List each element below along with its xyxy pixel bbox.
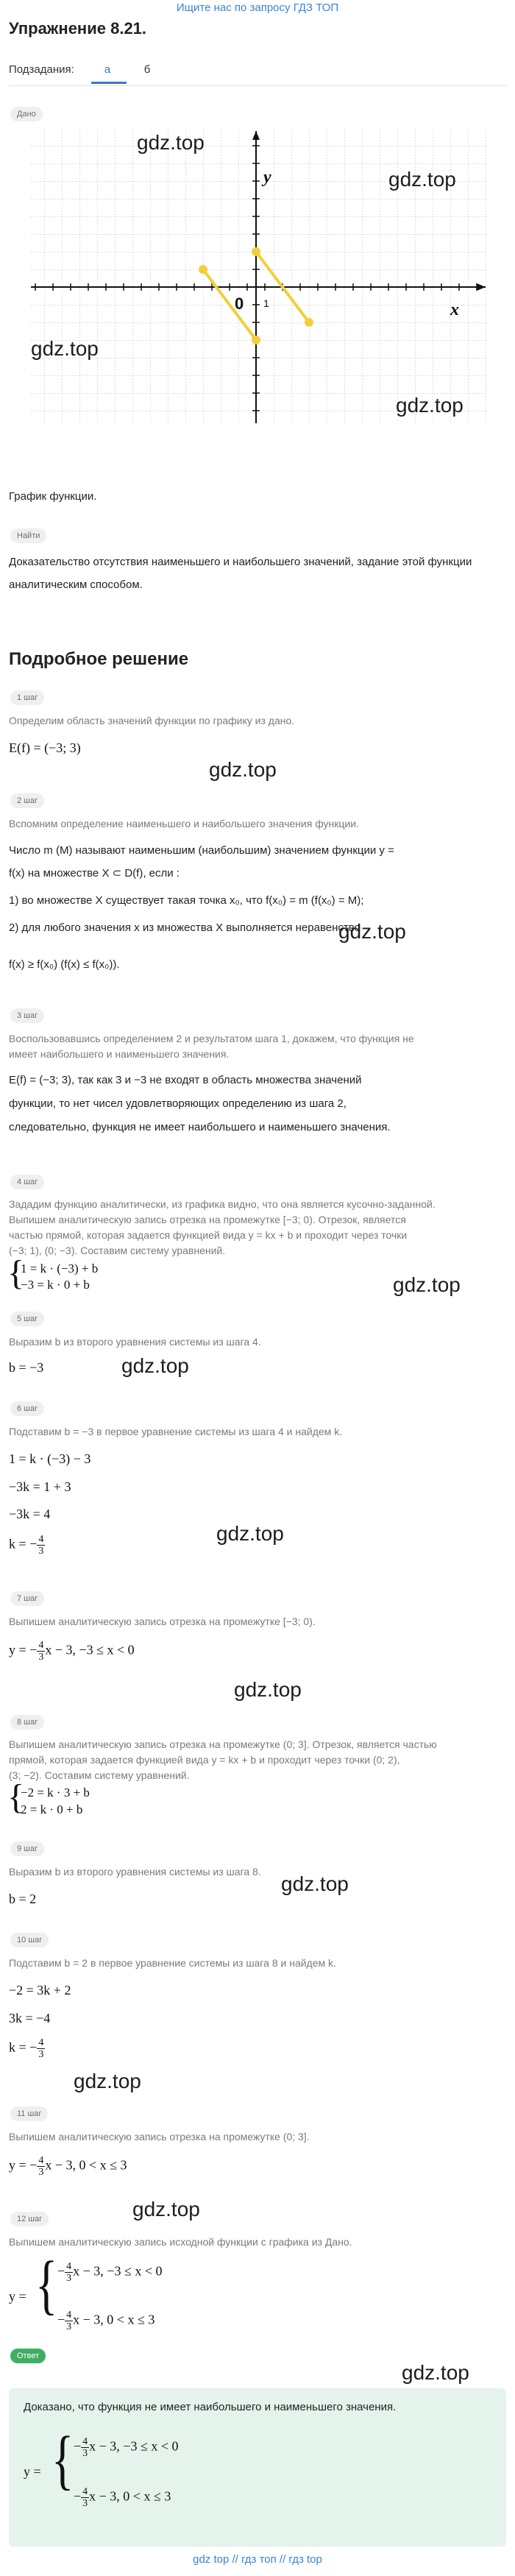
math-prefix: k = − [9, 2039, 38, 2055]
fraction-numerator: 4 [38, 2037, 44, 2048]
step-text: Воспользовавшись определением 2 и результатом шага 1, докажем, что функция не [9, 1033, 414, 1044]
step-line: E(f) = (−3; 3), так как 3 и −3 не входят в область множества значений [9, 1074, 362, 1086]
step-text: Зададим функцию аналитически, из графика видно, что она является кусочно-заданной. [9, 1198, 436, 1210]
math-prefix: k = − [9, 1536, 38, 1551]
segment-endpoint [252, 247, 260, 256]
divider [9, 85, 506, 86]
watermark: gdz.top [338, 920, 406, 943]
fraction-numerator: 4 [38, 2155, 44, 2166]
math-suffix: x − 3, 0 < x ≤ 3 [45, 2157, 127, 2173]
watermark: gdz.top [216, 1522, 284, 1545]
step-text: Выпишем аналитическую запись отрезка на промежутке (0; 3]. [9, 2131, 310, 2142]
watermark: gdz.top [74, 2070, 141, 2092]
fraction-denominator: 3 [38, 2167, 44, 2178]
origin-label: 0 [235, 294, 244, 313]
fraction [81, 2486, 89, 2509]
step-math: E(f) = (−3; 3) [9, 740, 81, 755]
watermark: gdz.top [396, 394, 464, 417]
step-text: Подставим b = 2 в первое уравнение системы из шага 8 и найдем k. [9, 1957, 336, 1969]
fraction-denominator: 3 [82, 2498, 88, 2509]
step-text: Выпишем аналитическую запись отрезка на промежутке (0; 3]. Отрезок, является частью [9, 1738, 437, 1750]
watermark: gdz.top [388, 168, 456, 191]
watermark: gdz.top [121, 1354, 189, 1377]
fraction-denominator: 3 [38, 1652, 44, 1663]
piecewise-brace: { [52, 2424, 74, 2497]
step-text: частью прямой, которая задается функцией вида y = kx + b и проходит через точки [9, 1229, 408, 1241]
definition-line: Число m (M) называют наименьшим (наибольшим) значением функции y = [9, 844, 394, 857]
step-text: Вспомним определение наименьшего и наибольшего значения функции. [9, 818, 359, 829]
system-equation: −2 = k · 3 + b [21, 1786, 90, 1800]
piecewise-row [74, 2486, 171, 2509]
step-text: Выпишем аналитическую запись отрезка на промежутке [−3; 0). [9, 1616, 316, 1627]
step-text: (3; −2). Составим систему уравнений. [9, 1769, 190, 1781]
step-math: b = −3 [9, 1360, 44, 1375]
fraction [37, 2037, 45, 2060]
step-math: b = 2 [9, 1892, 37, 1906]
fraction [37, 1534, 45, 1557]
step-line: функции, то нет чисел удовлетворяющих определению из шага 2, [9, 1097, 347, 1110]
definition-line: 1) во множестве X существует такая точка x₀, что f(x₀) = m (f(x₀) = M); [9, 894, 364, 907]
step-text: (−3; 1), (0; −3). Составим систему уравнений. [9, 1245, 226, 1256]
unit-label: 1 [263, 297, 269, 309]
watermark: gdz.top [281, 1872, 349, 1895]
watermark: gdz.top [234, 1678, 302, 1701]
step-chip: 12 шаг [10, 2212, 49, 2226]
fraction [37, 1640, 45, 1663]
segment-endpoint [199, 265, 207, 274]
step-chip: 1 шаг [10, 690, 44, 705]
watermark: gdz.top [31, 337, 99, 360]
step-math: 1 = k · (−3) − 3 [9, 1451, 91, 1466]
fraction-numerator: 4 [82, 2436, 88, 2447]
x-axis-label: x [450, 300, 459, 319]
step-chip: 10 шаг [10, 1933, 49, 1947]
math-suffix: x − 3, −3 ≤ x < 0 [73, 2263, 163, 2279]
graph-caption: График функции. [9, 490, 97, 503]
fraction-denominator: 3 [38, 1546, 44, 1557]
top-search-link[interactable]: Ищите нас по запросу ГДЗ ТОП [176, 1, 339, 14]
system-brace: { [7, 1777, 25, 1816]
system-equation: −3 = k · 0 + b [21, 1278, 90, 1292]
math-prefix: − [74, 2488, 82, 2504]
page-title: Упражнение 8.21. [9, 19, 147, 38]
fraction [65, 2310, 73, 2332]
step-chip: 11 шаг [10, 2106, 48, 2121]
math-prefix: y = − [9, 2157, 38, 2173]
step-math-fraction [9, 1640, 135, 1663]
fraction-denominator: 3 [66, 2273, 72, 2284]
step-text: Определим область значений функции по графику из дано. [9, 715, 295, 726]
piecewise-row [57, 2310, 154, 2332]
tab-a[interactable]: а [104, 63, 111, 76]
math-prefix: − [57, 2312, 65, 2327]
fraction-numerator: 4 [66, 2261, 72, 2272]
step-chip: 6 шаг [10, 1401, 44, 1416]
fraction-numerator: 4 [82, 2486, 88, 2497]
definition-line: f(x) ≥ f(x₀) (f(x) ≤ f(x₀)). [9, 958, 120, 971]
step-text: Выпишем аналитическую запись исходной функции с графика из Дано. [9, 2236, 352, 2248]
fraction-denominator: 3 [66, 2321, 72, 2332]
watermark: gdz.top [209, 758, 277, 781]
math-suffix: x − 3, −3 ≤ x < 0 [45, 1642, 135, 1657]
math-prefix: − [57, 2263, 65, 2279]
watermark: gdz.top [137, 131, 205, 154]
step-chip: 5 шаг [10, 1312, 44, 1326]
answer-text: Доказано, что функция не имеет наибольшего и наименьшего значения. [24, 2401, 397, 2413]
fraction [65, 2261, 73, 2284]
solution-title: Подробное решение [9, 649, 189, 669]
step-math: −2 = 3k + 2 [9, 1983, 71, 1998]
fraction-denominator: 3 [82, 2448, 88, 2459]
step-line: следовательно, функция не имеет наибольшего и наименьшего значения. [9, 1121, 391, 1133]
given-chip: Дано [10, 107, 43, 121]
step-math-fraction [9, 2155, 127, 2178]
watermark: gdz.top [132, 2198, 200, 2221]
segment-endpoint [305, 318, 313, 327]
step-text: Выразим b из второго уравнения системы из шага 8. [9, 1866, 261, 1878]
piecewise-lhs: y = [24, 2464, 41, 2479]
step-chip: 3 шаг [10, 1008, 44, 1023]
fraction-denominator: 3 [38, 2049, 44, 2060]
fraction-numerator: 4 [38, 1534, 44, 1545]
subtasks-label: Подзадания: [9, 63, 74, 76]
step-math: 3k = −4 [9, 2011, 51, 2025]
step-math-fraction [9, 1534, 45, 1557]
math-prefix: y = − [9, 1642, 38, 1657]
step-chip: 4 шаг [10, 1175, 44, 1189]
answer-chip: Ответ [10, 2349, 46, 2363]
segment-endpoint [252, 336, 260, 344]
definition-line: 2) для любого значения x из множества X выполняется неравенство [9, 921, 360, 934]
step-math: −3k = 4 [9, 1507, 51, 1521]
watermark: gdz.top [402, 2361, 469, 2384]
active-tab-indicator [91, 82, 127, 84]
piecewise-brace: { [35, 2248, 58, 2321]
definition-line: f(x) на множестве X ⊂ D(f), если : [9, 867, 180, 880]
math-suffix: x − 3, −3 ≤ x < 0 [89, 2438, 179, 2454]
footer-links[interactable]: gdz top // гдз топ // гдз top [193, 2553, 322, 2566]
system-equation: 2 = k · 0 + b [21, 1802, 83, 1816]
piecewise-row [57, 2261, 163, 2284]
fraction-numerator: 4 [38, 1640, 44, 1651]
system-equation: 1 = k · (−3) + b [21, 1262, 99, 1275]
fraction-numerator: 4 [66, 2310, 72, 2321]
step-text: Выпишем аналитическую запись отрезка на промежутке [−3; 0). Отрезок, является [9, 1214, 406, 1225]
step-text: Выразим b из второго уравнения системы из шага 4. [9, 1336, 261, 1348]
step-chip: 2 шаг [10, 793, 44, 808]
step-chip: 9 шаг [10, 1841, 44, 1856]
system-brace: { [7, 1253, 25, 1292]
piecewise-row [74, 2436, 179, 2459]
fraction [37, 2155, 45, 2178]
watermark: gdz.top [393, 1273, 461, 1296]
step-chip: 7 шаг [10, 1591, 44, 1606]
step-math: −3k = 1 + 3 [9, 1479, 71, 1494]
math-suffix: x − 3, 0 < x ≤ 3 [89, 2488, 171, 2504]
fraction [81, 2436, 89, 2459]
find-text: Доказательство отсутствия наименьшего и наибольшего значений, задание этой функции аналитическим способом. [9, 556, 472, 591]
math-prefix: − [74, 2438, 82, 2454]
step-math-fraction [9, 2037, 45, 2060]
tab-b[interactable]: б [143, 63, 151, 76]
step-chip: 8 шаг [10, 1715, 44, 1730]
piecewise-lhs: y = [9, 2289, 26, 2304]
step-text: Подставим b = −3 в первое уравнение системы из шага 4 и найдем k. [9, 1426, 343, 1437]
math-suffix: x − 3, 0 < x ≤ 3 [73, 2312, 155, 2327]
step-text: прямой, которая задается функцией вида y = kx + b и проходит через точки (0; 2), [9, 1754, 400, 1766]
find-chip: Найти [10, 528, 46, 543]
y-axis-label: y [263, 168, 271, 187]
step-text: имеет наибольшего и наименьшего значения. [9, 1048, 230, 1060]
